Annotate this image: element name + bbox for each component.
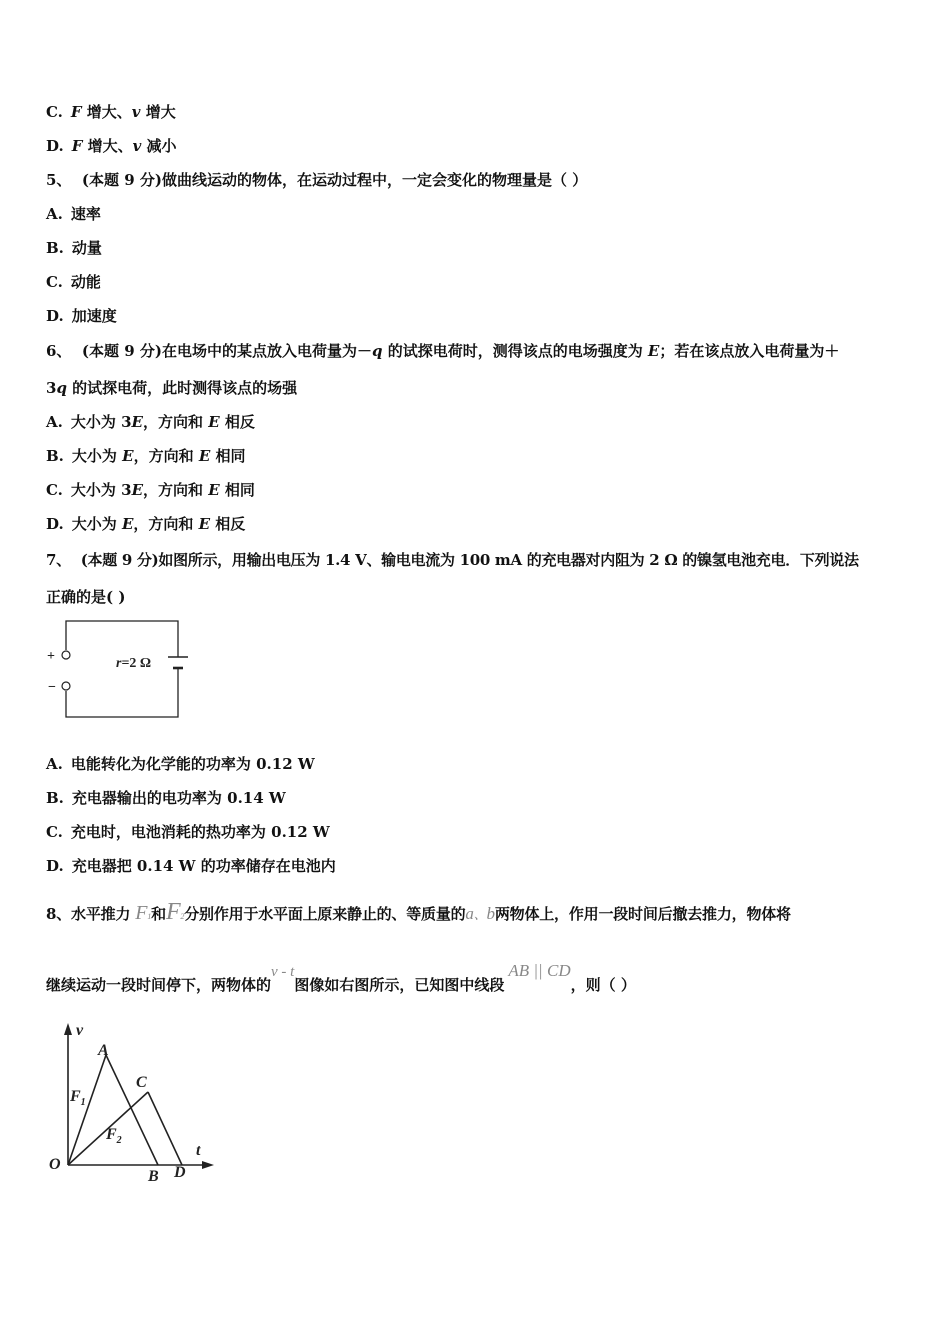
point-c-label: C — [136, 1074, 147, 1091]
option-text: 相同 — [219, 481, 255, 499]
question-number: 8、 — [46, 905, 72, 923]
field-symbol: E — [208, 413, 220, 431]
q5-option-b — [46, 238, 102, 258]
point-b-label: B — [148, 1168, 159, 1185]
option-text: 充电器输出的电功率为 0.14 W — [71, 789, 286, 807]
question-text: 正确的是( ) — [46, 588, 126, 606]
field-symbol: E — [208, 481, 220, 499]
option-text: 增大、 — [81, 103, 132, 121]
option-label: B. — [46, 447, 64, 465]
separator: 、 — [473, 907, 487, 922]
option-text: 相反 — [210, 515, 246, 533]
f1-symbol — [135, 902, 151, 924]
field-symbol: E — [198, 515, 211, 533]
field-symbol: E — [647, 342, 660, 360]
question-text: 的试探电荷，此时测得该点的场强 — [66, 379, 298, 397]
subscript: 1 — [147, 912, 152, 921]
option-text: 增大、 — [82, 137, 133, 155]
option-text: 加速度 — [71, 307, 117, 325]
option-text: 大小为 — [71, 447, 123, 465]
subscript: 2 — [180, 912, 185, 921]
r-value: =2 Ω — [121, 656, 152, 671]
f-letter: F — [70, 1088, 81, 1105]
circuit-wire-top — [66, 621, 178, 657]
q7-stem-line1 — [46, 550, 859, 570]
option-label: C. — [46, 823, 63, 841]
option-label: D. — [46, 515, 64, 533]
q7-option-a — [46, 754, 315, 774]
option-text: 电能转化为化学能的功率为 0.12 W — [70, 755, 315, 773]
minus-label: − — [48, 680, 56, 695]
q5-option-d — [46, 306, 117, 326]
circuit-wire-bottom — [66, 668, 178, 717]
f2-symbol — [166, 899, 184, 925]
option-text: 相同 — [210, 447, 246, 465]
circuit-diagram — [40, 615, 200, 725]
field-symbol: E — [131, 481, 144, 499]
option-label: D. — [46, 137, 64, 155]
negative-terminal — [62, 682, 70, 690]
q7-stem-line2 — [46, 587, 125, 607]
question-text: ；若在该点放入电荷量为＋ — [659, 342, 840, 360]
option-text: 大小为 — [71, 515, 122, 533]
q6-option-b — [46, 446, 245, 466]
question-text: (本题 9 分)做曲线运动的物体，在运动过程中，一定会变化的物理量是（ ） — [81, 171, 588, 189]
f-letter: F — [135, 902, 148, 924]
field-symbol: E — [122, 447, 134, 465]
question-text: 继续运动一段时间停下，两物体的 — [46, 976, 272, 994]
question-number: 6、 — [46, 342, 72, 360]
option-label: D. — [46, 857, 64, 875]
option-text: 减小 — [141, 137, 177, 155]
option-label: C. — [46, 273, 63, 291]
resistance-label — [116, 656, 151, 671]
field-symbol: E — [198, 447, 211, 465]
option-text: ，方向和 — [133, 515, 199, 533]
question-text: 分别作用于水平面上原来静止的、等质量的 — [184, 905, 466, 923]
question-text: 3 — [46, 379, 57, 397]
subscript: 2 — [116, 1135, 122, 1146]
point-a-label: A — [98, 1042, 109, 1059]
option-text: 充电时，电池消耗的热功率为 0.12 W — [70, 823, 330, 841]
option-text: ，方向和 — [143, 481, 209, 499]
force-symbol: F — [71, 137, 83, 155]
option-text: 大小为 3 — [70, 413, 132, 431]
q4-option-c — [46, 102, 176, 122]
option-text: ，方向和 — [142, 413, 209, 431]
option-label: B. — [46, 239, 64, 257]
v-axis-label: v — [76, 1022, 84, 1039]
question-text: ，则（ ） — [570, 976, 636, 994]
v-axis-arrow — [64, 1023, 72, 1035]
option-label: A. — [46, 205, 63, 223]
subscript: 1 — [80, 1097, 86, 1108]
field-symbol: E — [121, 515, 134, 533]
t-axis-label: t — [196, 1142, 201, 1159]
question-number: 7、 — [46, 551, 71, 569]
question-text: 和 — [151, 905, 166, 923]
q5-stem — [46, 170, 587, 190]
ab-parallel-cd: AB || CD — [508, 961, 571, 980]
question-text: (本题 9 分)如图所示，用输出电压为 1.4 V、输电电流为 100 mA 的充电器对内阻为 2 Ω 的镍氢电池充电．下列说法 — [80, 551, 859, 569]
vt-symbol: v - t — [271, 964, 295, 980]
point-d-label: D — [174, 1164, 186, 1181]
q6-option-d — [46, 514, 245, 534]
option-text: 充电器把 0.14 W 的功率储存在电池内 — [71, 857, 336, 875]
option-label: C. — [46, 481, 63, 499]
vt-graph — [40, 1015, 220, 1190]
q4-option-d — [46, 136, 177, 156]
b-symbol: b — [486, 904, 495, 923]
option-text: 动能 — [70, 273, 101, 291]
option-label: B. — [46, 789, 64, 807]
option-text: ，方向和 — [133, 447, 199, 465]
option-text: 相反 — [219, 413, 255, 431]
q8-stem-line1 — [46, 896, 791, 933]
question-text: 两物体上，作用一段时间后撤去推力，物体将 — [494, 905, 791, 923]
q7-option-d — [46, 856, 336, 876]
q7-option-c — [46, 822, 330, 842]
option-label: A. — [46, 413, 63, 431]
field-symbol: E — [131, 413, 143, 431]
q6-stem-line2 — [46, 378, 297, 398]
q6-option-a — [46, 412, 255, 432]
question-text: 图像如右图所示，已知图中线段 — [294, 976, 505, 994]
a-symbol: a — [465, 904, 474, 923]
force-symbol: F — [70, 103, 82, 121]
charge-symbol: q — [371, 342, 383, 360]
f-letter: F — [106, 1126, 117, 1143]
f2-curve-label — [105, 1126, 122, 1146]
option-label: D. — [46, 307, 64, 325]
q6-stem-line1 — [46, 341, 839, 361]
question-number: 5、 — [46, 171, 72, 189]
option-text: 增大 — [140, 103, 176, 121]
option-label: A. — [46, 755, 63, 773]
f1-curve-label — [69, 1088, 86, 1108]
question-text: (本题 9 分)在电场中的某点放入电荷量为－ — [81, 342, 372, 360]
question-text: 的试探电荷时，测得该点的电场强度为 — [382, 342, 648, 360]
segment-ab — [106, 1055, 158, 1165]
option-text: 大小为 3 — [70, 481, 132, 499]
q7-option-b — [46, 788, 286, 808]
plus-label: + — [47, 649, 55, 664]
option-label: C. — [46, 103, 63, 121]
positive-terminal — [62, 651, 70, 659]
t-axis-arrow — [202, 1161, 214, 1169]
q8-stem-line2 — [46, 961, 636, 1003]
q5-option-c — [46, 272, 101, 292]
option-text: 速率 — [70, 205, 101, 223]
question-text: 水平推力 — [71, 905, 131, 923]
charge-symbol: q — [56, 379, 67, 397]
r-symbol: r — [116, 656, 122, 671]
q5-option-a — [46, 204, 101, 224]
origin-label: O — [49, 1156, 61, 1173]
option-text: 动量 — [71, 239, 102, 257]
velocity-symbol: v — [131, 103, 141, 121]
q6-option-c — [46, 480, 255, 500]
velocity-symbol: v — [132, 137, 142, 155]
f-letter: F — [165, 899, 181, 925]
